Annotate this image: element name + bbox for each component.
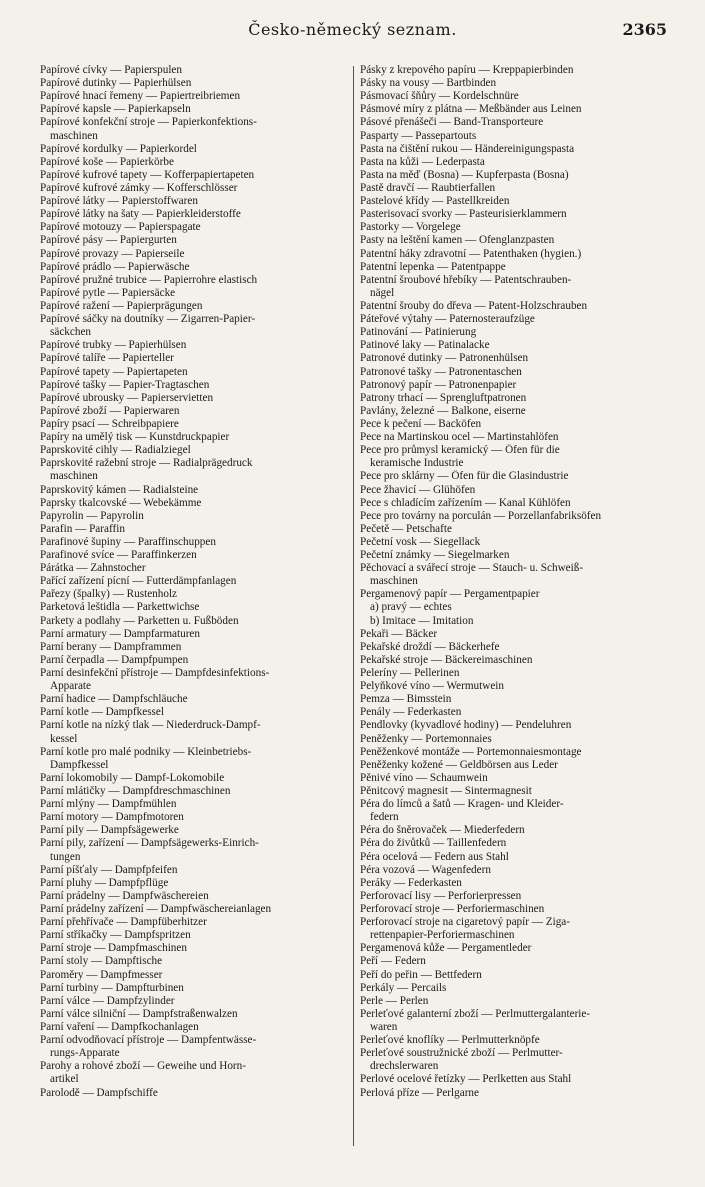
entry-line: Papírové ubrousky — Papierservietten <box>40 391 214 404</box>
entry-line: Pasterisovací svorky — Pasteurisierklammern <box>360 208 567 221</box>
entry-line: b) Imitace — Imitation <box>370 614 474 627</box>
entry-line: Perlové ocelové řetízky — Perlketten aus Stahl <box>360 1073 572 1086</box>
entry-line: Parní mlátičky — Dampfdreschmaschinen <box>40 785 231 798</box>
entry-line: Parolodě — Dampfschiffe <box>40 1086 158 1099</box>
entry-line: maschinen <box>50 470 98 483</box>
entry-line: Perforovací lisy — Perforierpressen <box>360 889 522 902</box>
entry-line: Papírové konfekční stroje — Papierkonfektions- <box>40 116 257 129</box>
entry-line: Pečetní vosk — Siegellack <box>360 535 481 548</box>
entry-line: Parní přehřívače — Dampfüberhitzer <box>40 916 207 929</box>
entry-line: Pece pro průmysl keramický — Öfen für die <box>360 444 560 457</box>
entry-line: Péra ocelová — Federn aus Stahl <box>360 850 509 863</box>
entry-line: drechslerwaren <box>370 1060 439 1073</box>
entry-line: Perleťové soustružnické zboží — Perlmutter- <box>360 1047 563 1060</box>
entry-line: Parní hadice — Dampfschläuche <box>40 693 188 706</box>
entry-line: Peleríny — Pellerinen <box>360 667 460 680</box>
entry-line: Pastorky — Vorgelege <box>360 221 461 234</box>
entry-line: Parní odvodňovací přístroje — Dampfentwässe- <box>40 1034 257 1047</box>
entry-line: Parní prádelny — Dampfwäschereien <box>40 889 209 902</box>
entry-line: Parafin — Paraffin <box>40 522 125 535</box>
entry-line: Perlová příze — Perlgarne <box>360 1086 479 1099</box>
entry-line: Patronový papír — Patronenpapier <box>360 378 517 391</box>
entry-line: Peněženky kožené — Geldbörsen aus Leder <box>360 758 558 771</box>
entry-line: Pekaři — Bäcker <box>360 627 438 640</box>
entry-line: Papírové tapety — Papiertapeten <box>40 365 188 378</box>
entry-line: Perforovací stroje — Perforiermaschinen <box>360 903 545 915</box>
entry-line: Pečetě — Petschafte <box>360 522 452 535</box>
entry-line: Papírové hnací řemeny — Papiertreibriemen <box>40 90 241 103</box>
entry-line: Paroměry — Dampfmesser <box>40 968 163 981</box>
entry-line: Parní pluhy — Dampfpflüge <box>40 876 169 889</box>
entry-line: Peráky — Federkasten <box>360 876 462 889</box>
entry-line: Peří do peřin — Bettfedern <box>360 968 482 981</box>
entry-line: artikel <box>50 1073 79 1086</box>
entry-line: rungs-Apparate <box>50 1047 120 1060</box>
entry-line: maschinen <box>50 129 98 142</box>
entry-line: Pekařské droždí — Bäckerhefe <box>360 640 500 653</box>
entry-line: keramische Industrie <box>370 457 464 470</box>
entry-line: Parní píšťaly — Dampfpfeifen <box>40 863 178 876</box>
entry-line: Patinové laky — Patinalacke <box>360 339 490 352</box>
entry-line: Paprsky tkalcovské — Webekämme <box>40 496 202 509</box>
entry-line: Pěchovací a svářecí stroje — Stauch- u. Schweiß- <box>360 562 584 575</box>
entry-line: Parní turbiny — Dampfturbinen <box>40 981 184 994</box>
entry-line: Pařezy (špalky) — Rustenholz <box>40 588 178 601</box>
entry-line: Patrony trhací — Sprengluftpatronen <box>360 391 527 404</box>
entry-line: Parní válce — Dampfzylinder <box>40 994 175 1007</box>
entry-line: Patentní lepenka — Patentpappe <box>360 260 506 273</box>
entry-line: Pasta na kůži — Lederpasta <box>360 155 485 168</box>
entry-line: Parní válce silniční — Dampfstraßenwalzen <box>40 1007 238 1020</box>
column-divider <box>353 66 354 1146</box>
entry-line: Perleťové knoflíky — Perlmutterknöpfe <box>360 1034 540 1047</box>
entry-line: Párátka — Zahnstocher <box>40 562 146 575</box>
entry-line: Papyrolin — Papyrolin <box>40 509 144 522</box>
entry-line: Papírové kufrové zámky — Kofferschlösser <box>40 181 238 194</box>
entry-line: Parní prádelny zařízení — Dampfwäschereianlagen <box>40 903 272 915</box>
entry-line: Patentní háky zdravotní — Patenthaken (hygien.) <box>360 247 582 260</box>
entry-line: Péra do živůtků — Taillenfedern <box>360 837 507 850</box>
entry-line: Patinování — Patinierung <box>360 326 477 339</box>
entry-line: Papíry psací — Schreibpapiere <box>40 417 179 430</box>
entry-line: Papírové ražení — Papierprägungen <box>40 299 203 312</box>
entry-line: Pece pro sklárny — Öfen für die Glasindustrie <box>360 470 569 483</box>
page-header <box>0 14 705 48</box>
entry-line: Papírové látky — Papierstoffwaren <box>40 195 198 208</box>
entry-line: nägel <box>370 286 395 299</box>
entry-line: Pasta na měď (Bosna) — Kupferpasta (Bosna) <box>360 168 569 181</box>
entry-line: Pekařské stroje — Bäckereimaschinen <box>360 653 533 666</box>
entry-line: Pece pro továrny na porculán — Porzellanfabriksöfen <box>360 509 602 522</box>
entry-line: Parní kotle na nízký tlak — Niederdruck-Dampf- <box>40 719 261 732</box>
entry-line: Pěnitcový magnesit — Sintermagnesit <box>360 785 532 798</box>
entry-line: säckchen <box>50 326 91 339</box>
entry-line: Pendlovky (kyvadlové hodiny) — Pendeluhren <box>360 719 572 732</box>
page-title: Česko-německý seznam. <box>248 20 457 39</box>
entry-line: Papírové talíře — Papierteller <box>40 352 174 365</box>
entry-line: Pemza — Bimsstein <box>360 693 452 706</box>
entry-line: Parohy a rohové zboží — Geweihe und Horn- <box>40 1060 246 1073</box>
entry-line: Pěnivé víno — Schaumwein <box>360 771 488 784</box>
entry-line: Papírové zboží — Papierwaren <box>40 404 180 417</box>
entry-line: Parní stoly — Dampftische <box>40 955 163 968</box>
entry-line: Pásové přenášeči — Band-Transporteure <box>360 116 544 129</box>
entry-line: kessel <box>50 732 78 745</box>
entry-line: Papírové pásy — Papiergurten <box>40 234 177 247</box>
entry-line: Pavlány, železné — Balkone, eiserne <box>360 404 526 417</box>
entry-line: Pergamenová kůže — Pergamentleder <box>360 942 532 955</box>
entry-line: Páteřové výtahy — Paternosteraufzüge <box>360 313 535 326</box>
entry-line: Patronové tašky — Patronentaschen <box>360 365 522 378</box>
entry-line: Pece s chladícím zařízením — Kanal Kühlöfen <box>360 496 571 509</box>
entry-line: Peněženkové montáže — Portemonnaiesmontage <box>360 745 582 758</box>
entry-line: Péra vozová — Wagenfedern <box>360 863 491 876</box>
entry-line: Pařící zařízení pícní — Futterdämpfanlagen <box>40 575 237 588</box>
entry-line: Pasparty — Passepartouts <box>360 129 477 142</box>
entry-line: Pasta na čištění rukou — Händereinigungspasta <box>360 142 575 155</box>
entry-line: Patronové dutinky — Patronenhülsen <box>360 352 529 365</box>
entry-line: Parafinové svíce — Paraffinkerzen <box>40 549 197 562</box>
entry-line: Patentní šrouby do dřeva — Patent-Holzschrauben <box>360 299 588 312</box>
entry-line: Perle — Perlen <box>360 994 429 1007</box>
entry-line: Papírové sáčky na doutníky — Zigarren-Papier- <box>40 313 256 326</box>
entry-line: Parní motory — Dampfmotoren <box>40 811 184 824</box>
entry-line: Apparate <box>50 680 91 693</box>
entry-line: Penály — Federkasten <box>360 706 462 719</box>
entry-line: Pásky na vousy — Bartbinden <box>360 77 497 90</box>
entry-line: rettenpapier-Perforiermaschinen <box>370 929 515 942</box>
entry-line: Peří — Federn <box>360 955 426 968</box>
entry-line: Paprskovité ražební stroje — Radialprägedruck <box>40 457 253 470</box>
entry-line: Perkály — Percails <box>360 981 447 994</box>
entry-line: Parkety a podlahy — Parketten u. Fußböden <box>40 614 239 627</box>
entry-line: Pečetní známky — Siegelmarken <box>360 549 510 562</box>
entry-line: Papírové prádlo — Papierwäsche <box>40 260 190 273</box>
entry-line: Pece na Martinskou ocel — Martinstahlöfen <box>360 431 559 444</box>
entry-line: Parní vaření — Dampfkochanlagen <box>40 1020 199 1033</box>
entry-line: Papírové pružné trubice — Papierrohre elastisch <box>40 273 258 286</box>
entry-line: Parní desinfekční přístroje — Dampfdesinfektions- <box>40 667 270 680</box>
entry-line: Patentní šroubové hřebíky — Patentschrauben- <box>360 273 572 286</box>
entry-line: waren <box>370 1020 398 1033</box>
entry-line: Péra do límců a šatů — Kragen- und Kleider- <box>360 798 564 811</box>
entry-line: Papíry na umělý tisk — Kunstdruckpapier <box>40 431 230 444</box>
entry-line: Parní lokomobily — Dampf-Lokomobile <box>40 771 225 784</box>
entry-line: Pece žhavicí — Glühöfen <box>360 483 476 496</box>
entry-line: Parní kotle — Dampfkessel <box>40 706 164 719</box>
entry-line: maschinen <box>370 575 418 588</box>
entry-line: Parní armatury — Dampfarmaturen <box>40 627 200 640</box>
entry-line: Perforovací stroje na cigaretový papír — Ziga- <box>360 916 570 929</box>
entry-line: Parní čerpadla — Dampfpumpen <box>40 653 189 666</box>
entry-line: Parní stroje — Dampfmaschinen <box>40 942 187 955</box>
entry-line: Parní pily — Dampfsägewerke <box>40 824 179 837</box>
entry-line: Paprskovitý kámen — Radialsteine <box>40 483 199 496</box>
entry-line: Pergamenový papír — Pergamentpapier <box>360 588 540 601</box>
entry-line: Parní stříkačky — Dampfspritzen <box>40 929 191 942</box>
entry-line: Papírové provazy — Papierseile <box>40 247 185 260</box>
entry-line: Pásky z krepového papíru — Kreppapierbinden <box>360 64 574 76</box>
entry-line: Pastelové křídy — Pastellkreiden <box>360 195 510 208</box>
entry-line: Papírové kufrové tapety — Kofferpapiertapeten <box>40 168 255 181</box>
entry-line: Papírové kordulky — Papierkordel <box>40 142 197 155</box>
entry-line: Peněženky — Portemonnaies <box>360 732 492 745</box>
entry-line: tungen <box>50 850 81 863</box>
entry-line: Parketová leštidla — Parkettwichse <box>40 601 200 614</box>
entry-line: Pece k pečení — Backöfen <box>360 417 482 430</box>
right-column <box>360 64 670 1100</box>
entry-line: Pelyňkové víno — Wermutwein <box>360 680 504 693</box>
entry-line: Perleťové galanterní zboží — Perlmuttergalanterie- <box>360 1007 591 1020</box>
entry-line: Péra do šněrovaček — Miederfedern <box>360 824 525 837</box>
entry-line: Parní pily, zařízení — Dampfsägewerks-Einrich- <box>40 837 259 850</box>
entry-line: Papírové koše — Papierkörbe <box>40 155 174 168</box>
entry-line: Parní mlýny — Dampfmühlen <box>40 798 177 811</box>
entry-line: Parní berany — Dampframmen <box>40 640 182 653</box>
entry-line: Papírové kapsle — Papierkapseln <box>40 103 191 116</box>
entry-line: Papírové tašky — Papier-Tragtaschen <box>40 378 210 391</box>
entry-line: Pastě dravčí — Raubtierfallen <box>360 181 496 194</box>
entry-line: Papírové pytle — Papiersäcke <box>40 286 176 299</box>
entry-line: Papírové dutinky — Papierhülsen <box>40 77 192 90</box>
entry-line: Paprskovité cihly — Radialziegel <box>40 444 191 457</box>
left-column <box>40 64 348 1100</box>
entry-line: federn <box>370 811 399 824</box>
entry-line: Dampfkessel <box>50 758 109 771</box>
entry-line: Pasty na leštění kamen — Ofenglanzpasten <box>360 234 555 247</box>
entry-line: Papírové cívky — Papierspulen <box>40 64 182 76</box>
page-number: 2365 <box>622 20 667 39</box>
entry-line: Papírové trubky — Papierhülsen <box>40 339 187 352</box>
entry-line: Parafinové šupiny — Paraffinschuppen <box>40 535 216 548</box>
entry-line: Papírové motouzy — Papierspagate <box>40 221 201 234</box>
entry-line: a) pravý — echtes <box>370 601 452 614</box>
entry-line: Pásmovací šňůry — Kordelschnüre <box>360 90 519 103</box>
entry-line: Papírové látky na šaty — Papierkleiderstoffe <box>40 208 241 221</box>
entry-line: Parní kotle pro malé podniky — Kleinbetriebs- <box>40 745 252 758</box>
entry-line: Pásmové míry z plátna — Meßbänder aus Leinen <box>360 103 582 116</box>
